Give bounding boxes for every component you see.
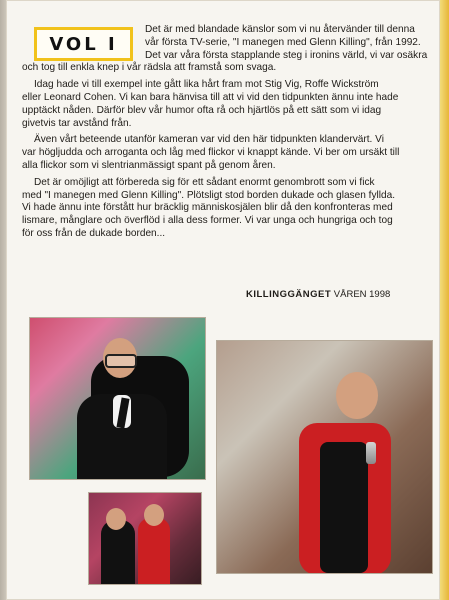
body-text [22, 24, 432, 241]
photo-laughing-man [216, 340, 433, 574]
paragraph-3 [22, 134, 432, 172]
paragraph-4-line-2: med "I manegen med Glenn Killing". Plötsligt stod borden dukade och glasen fyllda. [22, 189, 396, 201]
photo-left-head [106, 508, 126, 530]
photo-glasses [105, 354, 137, 368]
volume-badge-text: VOL I [49, 33, 118, 55]
paragraph-4-line-5: för oss från de dukade borden... [22, 227, 166, 239]
page-edge-right [440, 0, 449, 600]
photo-seated-man [29, 317, 206, 480]
paragraph-2-line-3: upptäckt nåden. Därför blev vår humor ofta rå och hjärtlös på ett sätt som vi idag [22, 104, 382, 116]
paragraph-1-line-2: vår första TV-serie, "I manegen med Glenn Killing", från 1992. [145, 36, 421, 48]
signature-brand: KILLINGGÄNGET [246, 289, 332, 300]
paragraph-1-line-1: Det är med blandade känslor som vi nu återvänder till denna [145, 24, 415, 35]
paragraph-1-line-3: Det var våra första stapplande steg i ironins värld, vi var osäkra [145, 49, 428, 61]
photo-drink-can [366, 442, 376, 464]
paragraph-4-line-1: Det är omöjligt att förbereda sig för ett sådant enormt genombrott som vi fick [34, 176, 375, 188]
paragraph-1 [22, 24, 432, 75]
paragraph-2 [22, 79, 432, 130]
paragraph-2-line-4: givetvis tar avstånd från. [22, 117, 132, 129]
paragraph-3-line-3: alla flickor som vi slentrianmässigt spant på genom åren. [22, 159, 276, 171]
photo-two-people [88, 492, 202, 585]
paragraph-4-line-3: Vi hade ännu inte förstått hur bräcklig människosjälen blir då den konfronteras med [22, 202, 393, 214]
paragraph-3-line-2: var högljudda och arroganta och låg med flickor vi knappt kände. Vi ber om ursäkt till [22, 147, 400, 159]
paragraph-4 [22, 177, 432, 241]
photo-shirt-dark [320, 442, 368, 573]
paragraph-1-line-4: och tog till enkla knep i vår rädsla att framstå som svaga. [22, 62, 277, 74]
paragraph-2-line-1: Idag hade vi till exempel inte gått lika hårt fram mot Stig Vig, Roffe Wickström [34, 79, 379, 91]
photo-head [336, 372, 378, 419]
signature-date: VÅREN 1998 [331, 289, 391, 300]
signature [246, 289, 396, 300]
paragraph-4-line-4: lismare, månglare och överflöd i alla dess former. Vi var unga och hungriga och tog [22, 215, 393, 227]
photo-right-person [138, 518, 170, 584]
paragraph-3-line-1: Även vårt beteende utanför kameran var vid den här tidpunkten klandervärt. Vi [34, 134, 384, 146]
paragraph-2-line-2: eller Leonard Cohen. Vi kan bara hänvisa till att vi vid den tidpunkten ännu inte hade [22, 91, 399, 103]
photo-right-head [144, 504, 164, 526]
